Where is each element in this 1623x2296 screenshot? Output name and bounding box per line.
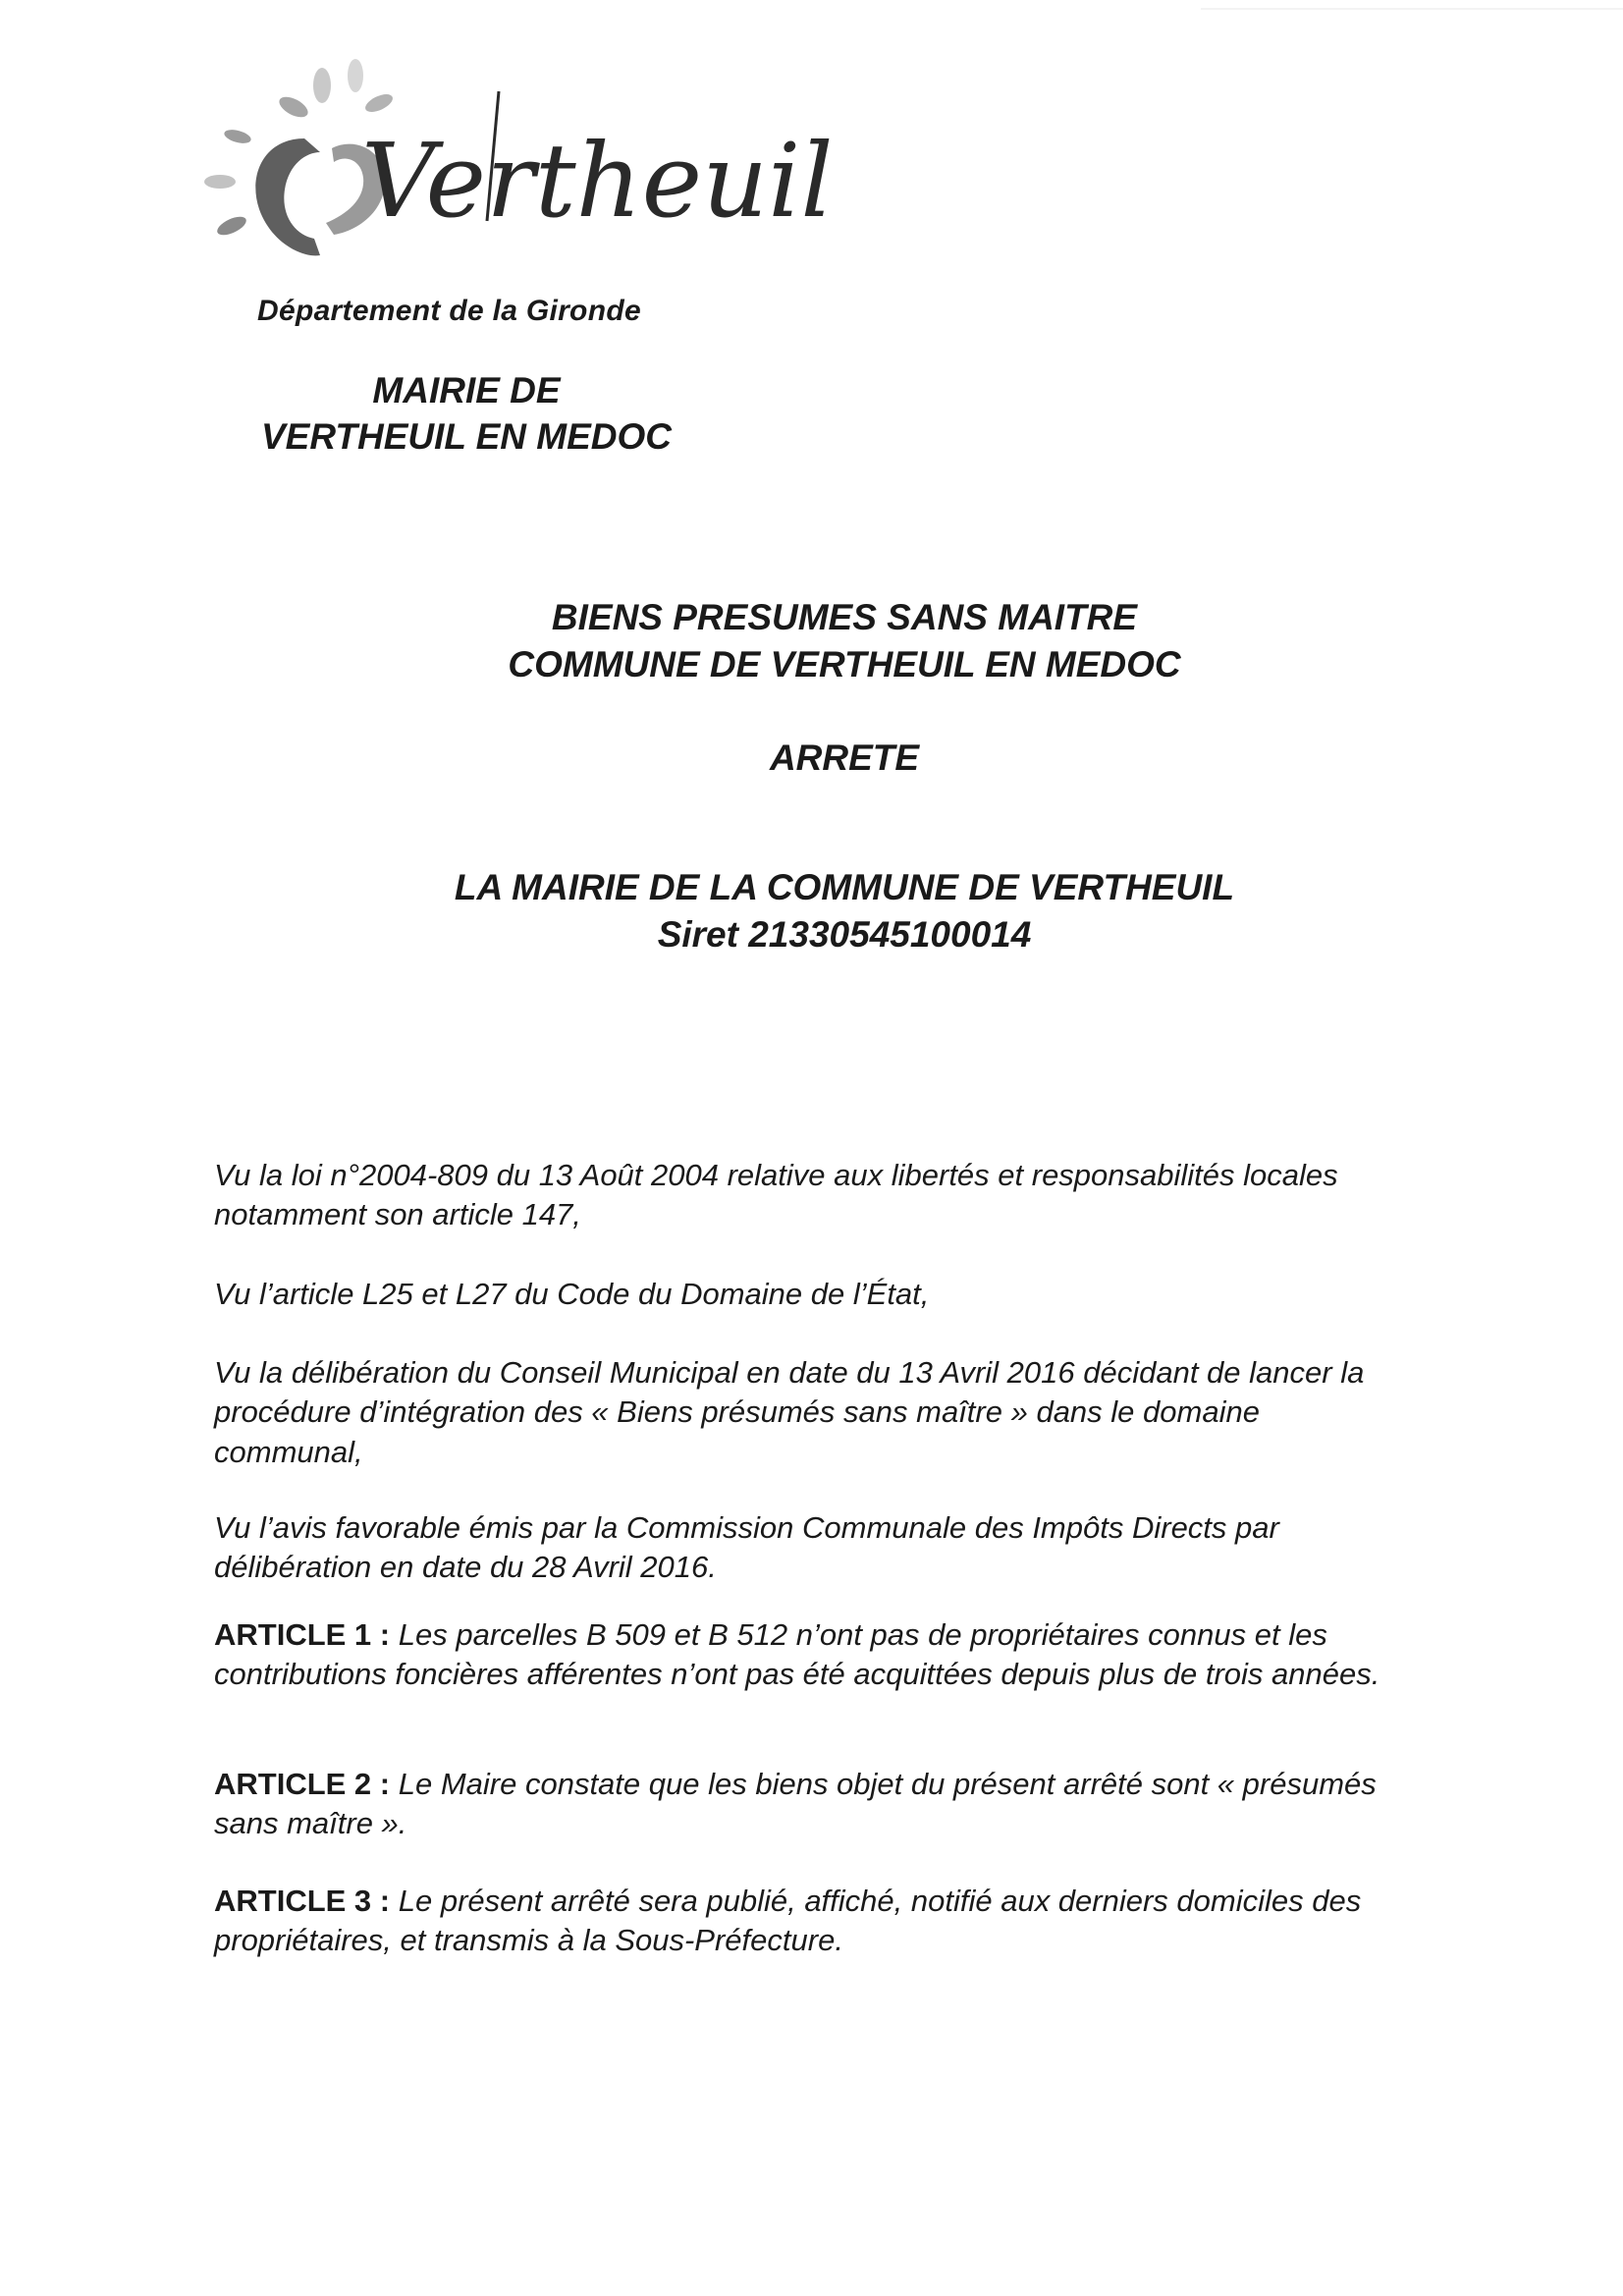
article-3 <box>214 1882 1392 1961</box>
logo-wordmark: Vertheuil <box>361 121 834 241</box>
heart-left-icon <box>255 138 320 255</box>
mairie-line-2: VERTHEUIL EN MEDOC <box>260 415 673 457</box>
article-3-label: ARTICLE 3 : <box>214 1884 391 1918</box>
considerant-4: Vu l’avis favorable émis par la Commission Communale des Impôts Directs par délibération en date du 28 Avril 2016. <box>214 1510 1279 1585</box>
mairie-heading <box>250 368 682 460</box>
article-2-label: ARTICLE 2 : <box>214 1767 391 1801</box>
authority-line-1: LA MAIRIE DE LA COMMUNE DE VERTHEUIL <box>454 867 1235 907</box>
siret-number: Siret 21330545100014 <box>657 914 1032 956</box>
vertheuil-logo <box>196 54 834 280</box>
article-1 <box>214 1615 1392 1695</box>
subject-line-2: COMMUNE DE VERTHEUIL EN MEDOC <box>508 644 1181 685</box>
article-3-text: Le présent arrêté sera publié, affiché, notifié aux derniers domiciles des propriétaires, et transmis à la Sous-Préfecture. <box>214 1884 1362 1958</box>
considerant-1: Vu la loi n°2004-809 du 13 Août 2004 relative aux libertés et responsabilités locales notamment son article 147, <box>214 1158 1338 1232</box>
mairie-line-1: MAIRIE DE <box>372 370 561 410</box>
scan-edge-line <box>1201 8 1623 10</box>
arrete-heading: ARRETE <box>769 738 920 778</box>
article-2-text: Le Maire constate que les biens objet du présent arrêté sont « présumés sans maître ». <box>214 1767 1377 1841</box>
article-2 <box>214 1765 1392 1844</box>
article-1-label: ARTICLE 1 : <box>214 1617 391 1652</box>
authority-heading <box>334 864 1355 958</box>
subject-line-1: BIENS PRESUMES SANS MAITRE <box>551 597 1138 637</box>
considerant-3: Vu la délibération du Conseil Municipal en date du 13 Avril 2016 décidant de lancer la procédure d’intégration des « Biens présumés sans maître » dans le domaine communal, <box>214 1355 1365 1469</box>
departement-label: Département de la Gironde <box>257 295 641 327</box>
document-subject <box>334 594 1355 688</box>
considerant-2: Vu l’article L25 et L27 du Code du Domaine de l’État, <box>214 1277 930 1311</box>
article-1-text: Les parcelles B 509 et B 512 n’ont pas de propriétaires connus et les contributions foncières afférentes n’ont pas été acquittées depuis plus de trois années. <box>214 1617 1380 1692</box>
